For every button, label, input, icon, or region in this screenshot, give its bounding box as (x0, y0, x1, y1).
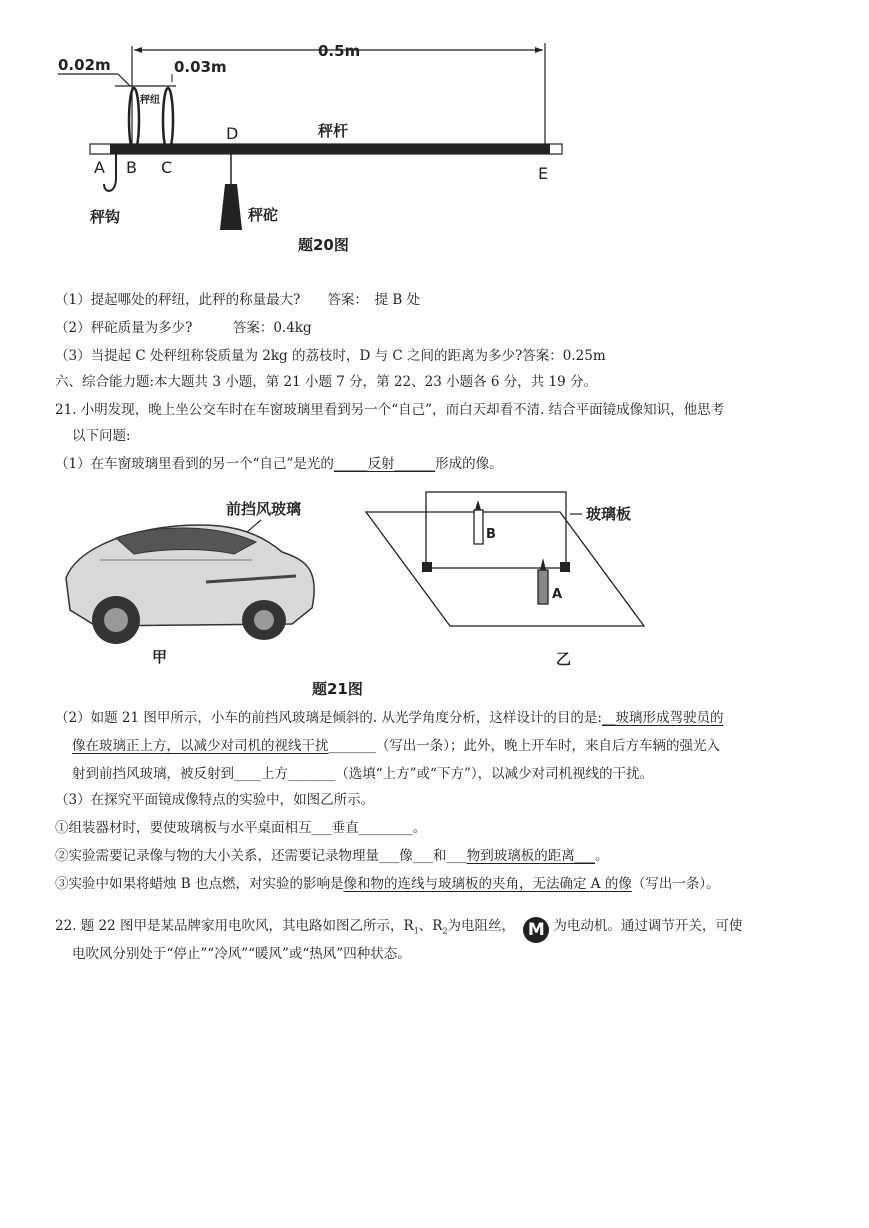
q20-part3: （3）当提起 C 处秤纽称袋质量为 2kg 的荔枝时，D 与 C 之间的距离为多少?答案：0.25m (55, 348, 606, 364)
q22-r2-subscript: 2 (442, 926, 448, 936)
motor-symbol-icon: M (523, 917, 549, 943)
hook-label: 秤钩 (90, 208, 121, 226)
glass-plate-label: 玻璃板 (586, 505, 632, 523)
candle-b-label: B (486, 527, 496, 542)
q21-part1-text-a: （1）在车窗玻璃里看到的另一个“自己”是光的 (55, 456, 334, 472)
figure-20-caption: 题20图 (298, 236, 349, 254)
dim-0.5m-label: 0.5m (318, 42, 361, 60)
q22-r1-subscript: 1 (413, 926, 419, 936)
bar-label: 秤杆 (318, 122, 349, 140)
figure-21-mirror-setup (360, 486, 660, 676)
q21-part3-intro: （3）在探究平面镜成像特点的实验中，如图乙所示。 (55, 792, 375, 808)
q20-part2: （2）秤砣质量为多少? 答案：0.4kg (55, 320, 312, 336)
dim-0.02m-label: 0.02m (58, 56, 111, 74)
figure-21-car (56, 490, 346, 670)
figure-21-jia-label: 甲 (152, 648, 168, 666)
candle-a-label: A (552, 587, 563, 602)
point-e-label: E (538, 164, 549, 183)
q21-part3-item3-answer: 像和物的连线与玻璃板的夹角，无法确定 A 的像 (343, 876, 632, 892)
q21-part2-text-b: _______（写出一条）；此外，晚上开车时，来自后方车辆的强光入 (328, 738, 720, 754)
point-c-label: C (161, 158, 173, 177)
q22-text-b: 、R (418, 918, 443, 934)
q21-part3-item2-text-c: 。 (595, 848, 609, 864)
q22-text-a: 22. 题 22 图甲是某品牌家用电吹风，其电路如图乙所示，R (55, 918, 414, 934)
weight-label: 秤砣 (248, 206, 279, 224)
q21-part2-answer-b: 像在玻璃正上方，以减少对司机的视线干扰 (72, 738, 329, 754)
q21-part1-text-c: 形成的像。 (435, 456, 503, 472)
figure-21-caption: 题21图 (312, 680, 363, 698)
point-d-label: D (226, 124, 239, 143)
q21-part3-item1: ①组装器材时，要使玻璃板与水平桌面相互___垂直________。 (55, 820, 427, 836)
q22-line1 (55, 916, 742, 943)
q20-part1: （1）提起哪处的秤纽，此秤的称量最大? 答案： 提 B 处 (55, 292, 421, 308)
windshield-label: 前挡风玻璃 (226, 500, 302, 518)
point-b-label: B (126, 158, 137, 177)
q21-part3-item2-answer: 物到玻璃板的距离___ (466, 848, 595, 864)
q21-part1 (55, 454, 503, 474)
q21-part2-text-a: （2）如题 21 图甲所示，小车的前挡风玻璃是倾斜的. 从光学角度分析，这样设计的目的是: (55, 710, 602, 726)
section-6-heading: 六、综合能力题:本大题共 3 小题，第 21 小题 7 分，第 22、23 小题各 6 分，共 19 分。 (55, 374, 598, 390)
figure-20-steelyard (50, 38, 590, 256)
button-label: 秤纽 (140, 95, 160, 106)
q21-part3-item3 (55, 874, 720, 894)
q21-part3-item2-text-a: ②实验需要记录像与物的大小关系，还需要记录物理量___像___和___ (55, 848, 467, 864)
q21-part2-line1 (55, 708, 723, 728)
q22-line2: 电吹风分别处于“停止”“冷风”“暖风”或“热风”四种状态。 (72, 946, 411, 962)
q21-part3-item3-text-c: （写出一条）。 (631, 876, 720, 892)
q21-part2-answer-a: __玻璃形成驾驶员的 (601, 710, 724, 726)
q21-part3-item3-text-a: ③实验中如果将蜡烛 B 也点燃，对实验的影响是 (55, 876, 344, 892)
point-a-label: A (94, 158, 105, 177)
dim-0.03m-label: 0.03m (174, 58, 227, 76)
q22-text-c: 为电阻丝， (447, 918, 516, 934)
q22-text-d: 为电动机。通过调节开关，可使 (553, 918, 743, 934)
q21-stem-line1: 21. 小明发现，晚上坐公交车时在车窗玻璃里看到另一个“自己”，而白天却看不清. 结合平面镜成像知识，他思考 (55, 402, 725, 418)
q21-part1-answer: _____反射______ (333, 456, 436, 472)
q21-part3-item2 (55, 846, 609, 866)
q21-part2-line2 (72, 736, 720, 756)
figure-21-yi-label: 乙 (556, 650, 572, 668)
q21-part2-line3: 射到前挡风玻璃，被反射到____上方_______（选填“上方”或“下方”），以减少对司机视线的干扰。 (72, 766, 654, 782)
q21-stem-line2: 以下问题: (72, 428, 131, 444)
